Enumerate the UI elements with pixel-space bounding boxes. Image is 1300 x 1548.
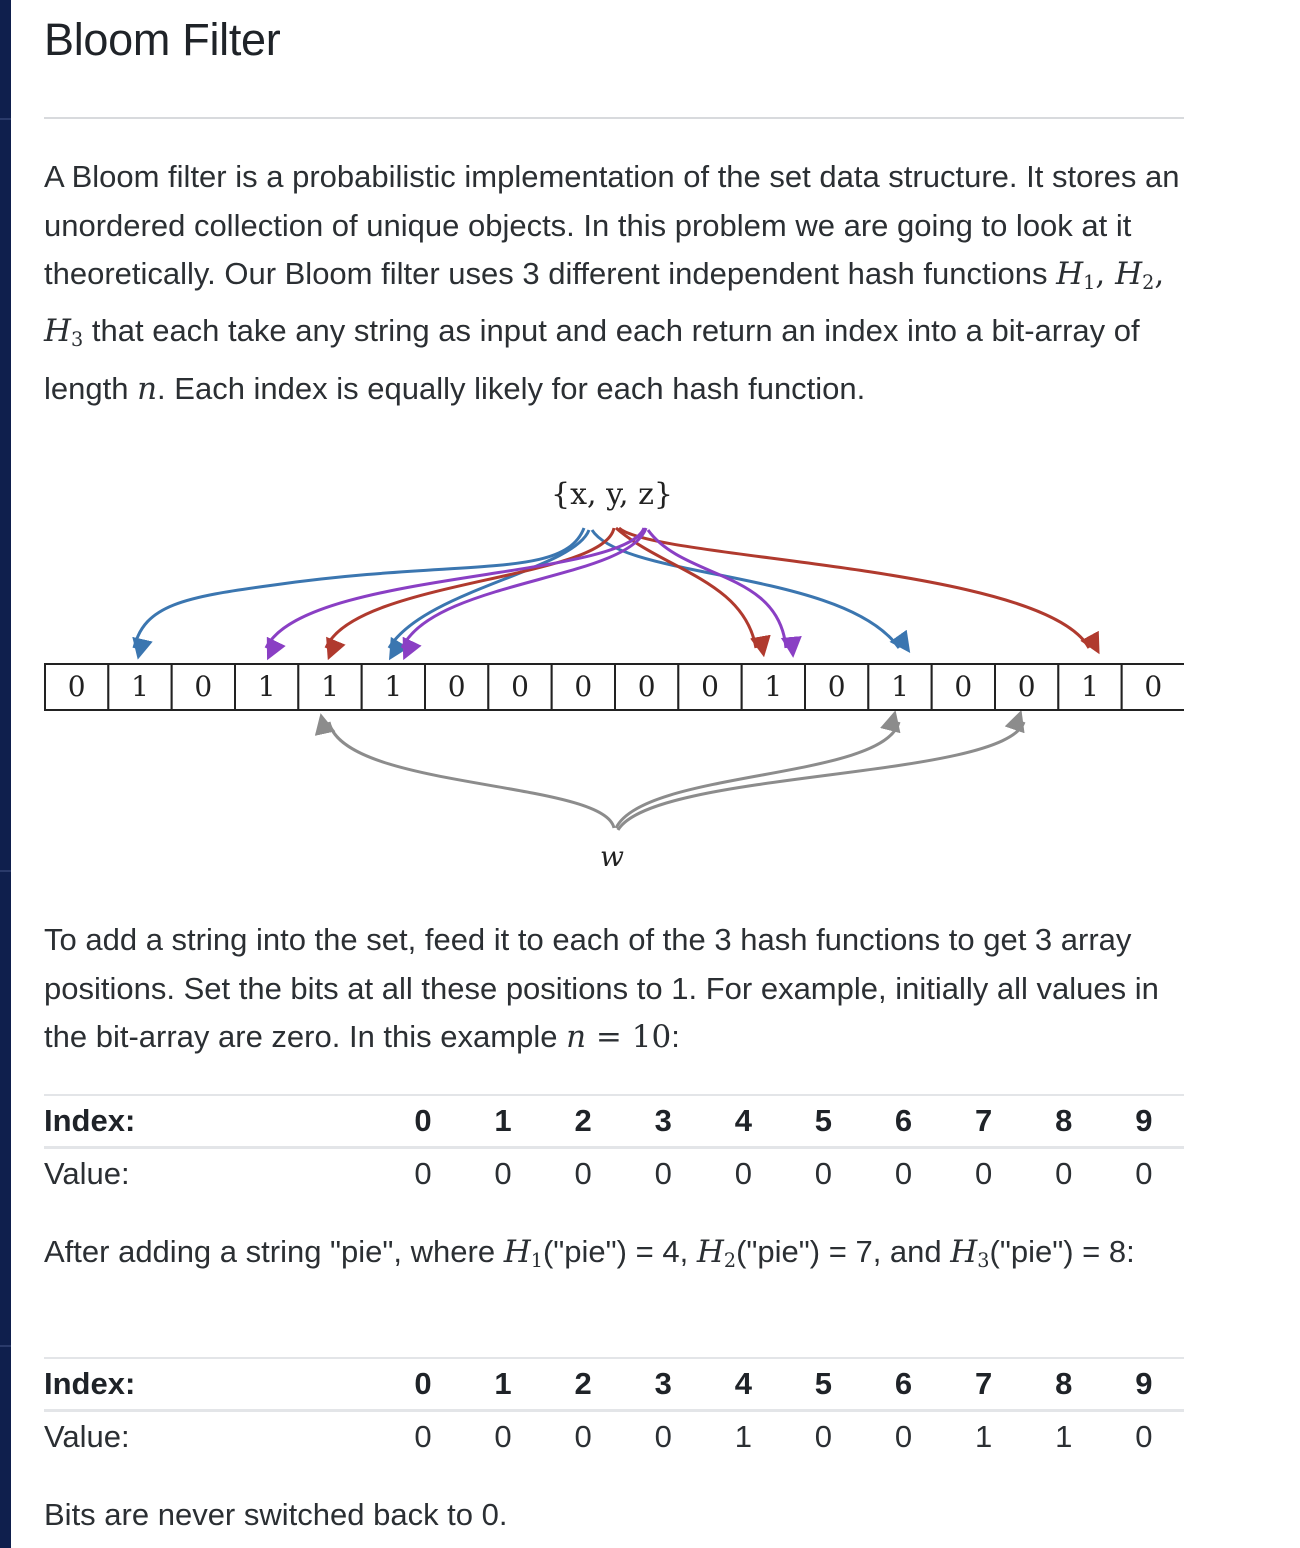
example-paragraph: To add a string into the set, feed it to each of the 3 hash functions to get 3 array positions. Set the bits at all these positions to 1. For example, initially all values in the bit-array are zero. In this example n = 10: (44, 922, 1159, 1055)
bit-value: 1 (891, 670, 909, 703)
intro-text: A Bloom filter is a probabilistic implementation of the set data structure. It stores an unordered collection of unique objects. In this problem we are going to look at it theoretically. Our Bloom filter uses 3 different independent hash functions (44, 159, 1180, 291)
bit-array (45, 664, 1184, 710)
bit-value: 1 (257, 670, 276, 703)
left-accent-bar (0, 0, 11, 1548)
index-row: Index: 0 1 2 3 4 5 6 7 8 9 (44, 1095, 1184, 1148)
bit-value: 1 (1081, 670, 1099, 703)
arrow-y-to-bit (619, 528, 1089, 648)
arrow-x-to-bit (389, 530, 589, 648)
bit-value: 0 (954, 670, 973, 703)
bit-value: 0 (637, 670, 656, 703)
set-label: {x, y, z} (550, 477, 674, 512)
bar-divider (0, 118, 11, 120)
after-paragraph: After adding a string "pie", where $H_1("pie") = 4$, $H_2("pie") = 7$, and $H_3("pie") = 8$: (44, 1234, 1135, 1272)
bit-value: 0 (67, 670, 86, 703)
bit-value: 0 (511, 670, 529, 703)
bit-value: 1 (131, 670, 149, 703)
arrow-x-to-bit (134, 528, 584, 648)
bit-value: 0 (701, 670, 719, 703)
intro-paragraph: A Bloom filter is a probabilistic implementation of the set data structure. It stores an unordered collection of unique objects. In this problem we are going to look at it theoretically. Our Bloom filter uses 3 different independent hash functions $H_1$, $H_2$, $H_3$ that each take any string as input and each return an index into a bit-array of length n. Each index is equally likely for each hash function. (44, 159, 1180, 407)
bit-value: 0 (447, 670, 466, 703)
bit-value: 1 (321, 670, 339, 703)
value-row: Value: 0 0 0 0 1 0 0 1 1 0 (44, 1419, 1153, 1454)
arrow-w-to-bit (329, 722, 614, 828)
bit-value: 1 (764, 670, 783, 703)
bit-value: 1 (384, 670, 403, 703)
closing-paragraph: Bits are never switched back to 0. (44, 1497, 508, 1532)
bit-value: 0 (1017, 670, 1036, 703)
initial-bit-table (44, 1094, 1184, 1199)
arrow-w-to-bit (618, 722, 1024, 830)
index-row: Index: 0 1 2 3 4 5 6 7 8 9 (44, 1358, 1184, 1411)
after-bit-table (44, 1357, 1184, 1462)
page-title: Bloom Filter (44, 14, 281, 65)
bit-value: 0 (1144, 670, 1163, 703)
bit-value: 0 (194, 670, 213, 703)
bloom-filter-diagram (44, 470, 1184, 880)
bar-divider (0, 870, 11, 872)
value-row: Value: 0 0 0 0 0 0 0 0 0 0 (44, 1156, 1153, 1191)
title-divider (44, 117, 1184, 119)
arrow-w-to-bit (616, 722, 899, 828)
bar-divider (0, 1345, 11, 1347)
query-label: w (600, 840, 624, 873)
bit-value: 0 (574, 670, 593, 703)
bit-value: 0 (827, 670, 846, 703)
